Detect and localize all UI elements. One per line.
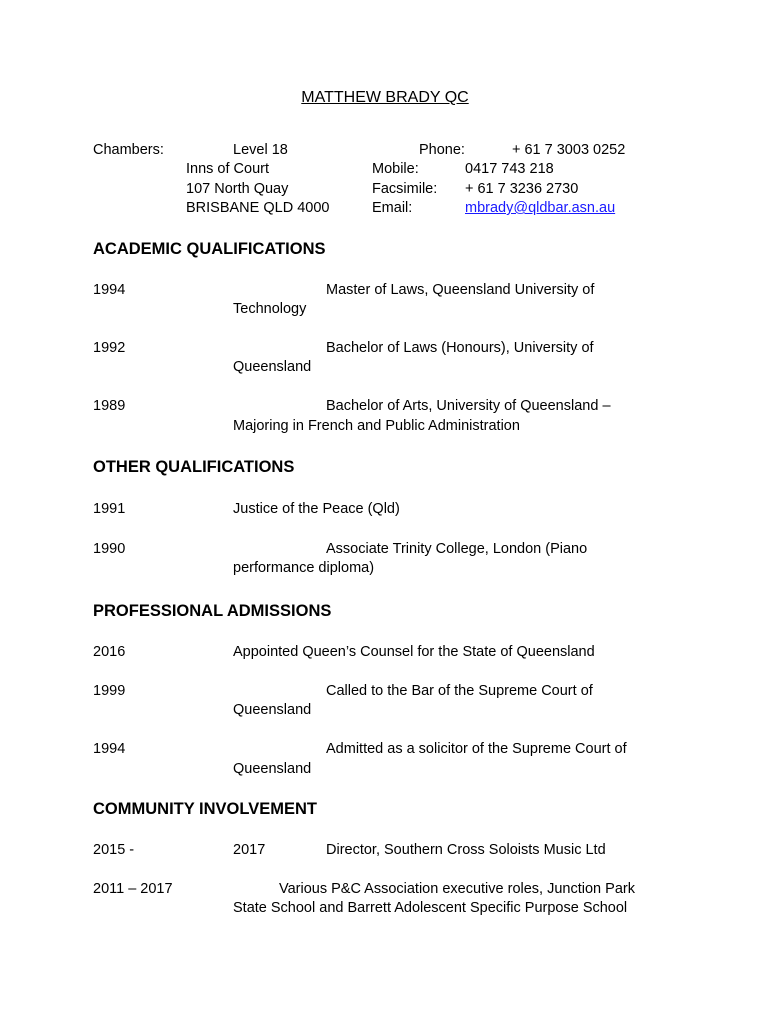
entry-text: Admitted as a solicitor of the Supreme Court of: [326, 741, 627, 757]
section-heading-other: OTHER QUALIFICATIONS: [93, 458, 295, 476]
entry-year: 1990: [93, 541, 126, 557]
entry-text: Master of Laws, Queensland University of: [326, 282, 595, 298]
address-line: BRISBANE QLD 4000: [186, 200, 330, 216]
section-heading-admissions: PROFESSIONAL ADMISSIONS: [93, 602, 332, 620]
entry-text: Called to the Bar of the Supreme Court of: [326, 683, 593, 699]
entry-year-end: 2017: [233, 842, 266, 858]
entry-text: Various P&C Association executive roles, Junction Park: [279, 881, 635, 897]
mobile-value: 0417 743 218: [465, 161, 554, 177]
entry-text: Appointed Queen’s Counsel for the State of Queensland: [233, 644, 595, 660]
entry-text: Justice of the Peace (Qld): [233, 501, 400, 517]
entry-text-cont: Queensland: [233, 761, 312, 777]
section-heading-academic: ACADEMIC QUALIFICATIONS: [93, 240, 326, 258]
chambers-label: Chambers:: [93, 142, 164, 158]
mobile-label: Mobile:: [372, 161, 419, 177]
entry-text-cont: Majoring in French and Public Administration: [233, 418, 520, 434]
entry-year: 2016: [93, 644, 126, 660]
address-line: 107 North Quay: [186, 181, 289, 197]
entry-text: Bachelor of Arts, University of Queensland –: [326, 398, 611, 414]
entry-year: 2015 -: [93, 842, 135, 858]
entry-year: 1989: [93, 398, 126, 414]
entry-year: 2011 – 2017: [93, 881, 173, 897]
entry-year: 1992: [93, 340, 126, 356]
entry-text-cont: Queensland: [233, 702, 312, 718]
entry-text-cont: State School and Barrett Adolescent Specific Purpose School: [233, 900, 628, 916]
email-link[interactable]: mbrady@qldbar.asn.au: [465, 200, 616, 216]
entry-year: 1994: [93, 282, 126, 298]
entry-text-cont: Technology: [233, 301, 307, 317]
entry-text: Bachelor of Laws (Honours), University of: [326, 340, 594, 356]
phone-label: Phone:: [419, 142, 465, 158]
entry-year: 1991: [93, 501, 126, 517]
page-title: MATTHEW BRADY QC: [301, 89, 469, 106]
entry-year: 1999: [93, 683, 126, 699]
address-line: Inns of Court: [186, 161, 270, 177]
section-heading-community: COMMUNITY INVOLVEMENT: [93, 800, 317, 818]
address-line: Level 18: [233, 142, 288, 158]
email-label: Email:: [372, 200, 413, 216]
entry-text: Director, Southern Cross Soloists Music Ltd: [326, 842, 606, 858]
entry-text: Associate Trinity College, London (Piano: [326, 541, 588, 557]
entry-text-cont: performance diploma): [233, 560, 375, 576]
phone-value: + 61 7 3003 0252: [512, 142, 626, 158]
entry-year: 1994: [93, 741, 126, 757]
fax-value: + 61 7 3236 2730: [465, 181, 579, 197]
entry-text-cont: Queensland: [233, 359, 312, 375]
fax-label: Facsimile:: [372, 181, 438, 197]
